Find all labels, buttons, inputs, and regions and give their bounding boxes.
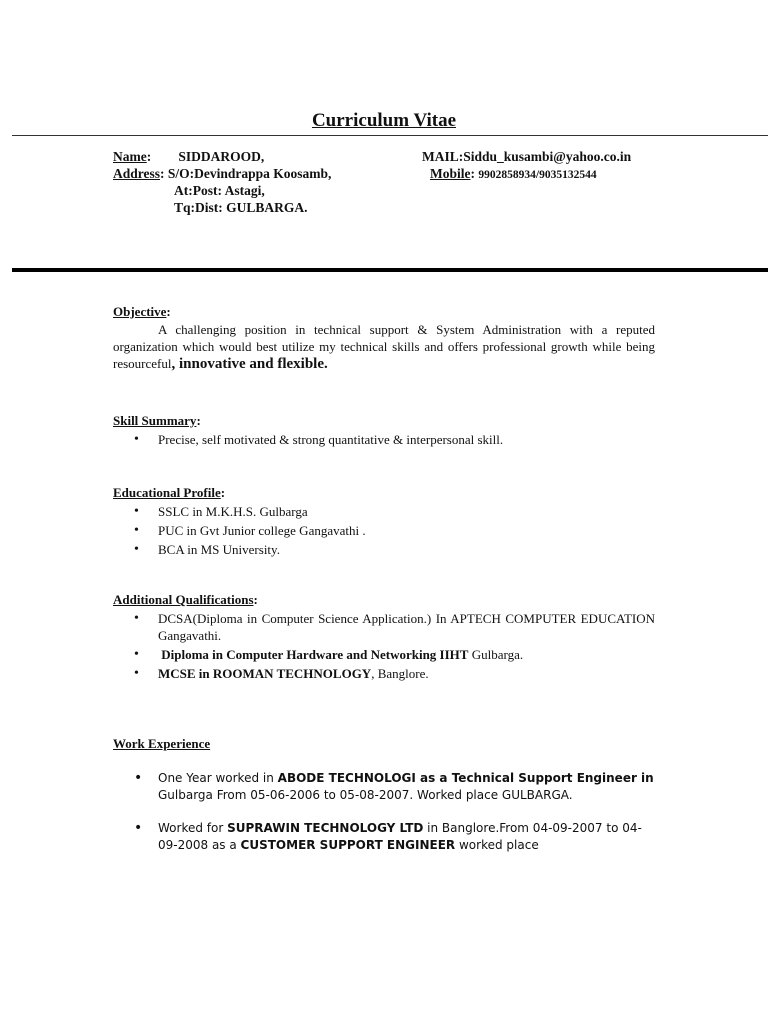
work-item2-text-a: Worked for — [158, 821, 228, 835]
skills-heading: Skill Summary: — [113, 413, 201, 428]
additional-list — [113, 610, 655, 682]
address-colon: : — [160, 166, 165, 181]
additional-item3-bold: MCSE in ROOMAN TECHNOLOGY — [158, 666, 372, 681]
mobile-colon: : — [470, 166, 475, 181]
mobile-label: Mobile — [430, 166, 471, 181]
list-item — [113, 646, 655, 663]
objective-section — [113, 303, 655, 373]
education-heading: Educational Profile: — [113, 485, 226, 500]
contact-block — [113, 148, 331, 216]
work-list — [113, 770, 655, 854]
document-title: Curriculum Vitae — [311, 110, 457, 131]
skills-section — [113, 412, 655, 450]
additional-section — [113, 591, 655, 684]
address-label: Address — [113, 166, 161, 181]
objective-body: A challenging position in technical support & System Administration with a reputed organization which would best utilize my technical skills and offers professional growth while being resourceful — [113, 322, 655, 371]
skills-list — [113, 431, 655, 448]
additional-heading: Additional Qualifications: — [113, 592, 258, 607]
list-item — [113, 820, 655, 854]
title-rule — [12, 135, 768, 136]
mail-row: MAIL:Siddu_kusambi@yahoo.co.in — [422, 149, 632, 164]
work-item2-text-c: in Banglore.From 04-09-2007 to 04-09-2008 as a — [158, 821, 642, 852]
mobile-value: 9902858934/9035132544 — [478, 169, 597, 181]
objective-heading: Objective: — [113, 304, 171, 319]
header-divider — [12, 268, 768, 272]
work-item1-bold: ABODE TECHNOLOGI as a Technical Support Engineer in — [277, 771, 654, 785]
work-item1-text-a: One Year worked in — [158, 771, 278, 785]
additional-item3-rest: , Banglore. — [371, 666, 429, 681]
objective-heading-text: Objective — [113, 304, 167, 319]
work-item2-company: SUPRAWIN TECHNOLOGY LTD — [227, 821, 424, 835]
address-row — [113, 165, 331, 182]
address-line-1: S/O:Devindrappa Koosamb, — [167, 166, 332, 181]
list-item: • BCA in MS University. — [113, 541, 655, 558]
address-line-2: At:Post: Astagi, — [174, 183, 265, 198]
list-item: • SSLC in M.K.H.S. Gulbarga — [113, 503, 655, 520]
additional-item2-bold: Diploma in Computer Hardware and Networking IIHT — [161, 647, 469, 662]
additional-heading-text: Additional Qualifications — [113, 592, 254, 607]
mobile-row — [422, 165, 631, 184]
work-section — [113, 735, 655, 870]
name-value: SIDDAROOD, — [178, 149, 265, 164]
education-section — [113, 484, 655, 560]
list-item: • Precise, self motivated & strong quantitative & interpersonal skill. — [113, 431, 655, 448]
work-heading-text: Work Experience — [113, 736, 211, 751]
list-item — [113, 665, 655, 682]
objective-text — [113, 321, 655, 373]
work-item2-text-e: worked place — [455, 838, 539, 852]
contact-right-block — [422, 148, 631, 184]
name-label-text: Name — [113, 149, 147, 164]
work-heading — [113, 735, 655, 752]
name-colon: : — [146, 149, 152, 164]
skills-heading-text: Skill Summary — [113, 413, 197, 428]
name-row — [113, 148, 331, 165]
work-item2-role: CUSTOMER SUPPORT ENGINEER — [240, 838, 456, 852]
list-item: • DCSA(Diploma in Computer Science Application.) In APTECH COMPUTER EDUCATION Gangavathi. — [113, 610, 655, 644]
education-heading-text: Educational Profile — [113, 485, 221, 500]
work-item1-text-c: Gulbarga From 05-06-2006 to 05-08-2007. Worked place GULBARGA. — [158, 788, 573, 802]
objective-emphasis: , innovative and flexible. — [171, 356, 328, 372]
education-list — [113, 503, 655, 558]
list-item: • PUC in Gvt Junior college Gangavathi . — [113, 522, 655, 539]
list-item — [113, 770, 655, 804]
address-line-3: Tq:Dist: GULBARGA. — [174, 200, 308, 215]
additional-item2-rest: Gulbarga. — [468, 647, 524, 662]
name-label — [113, 148, 175, 165]
